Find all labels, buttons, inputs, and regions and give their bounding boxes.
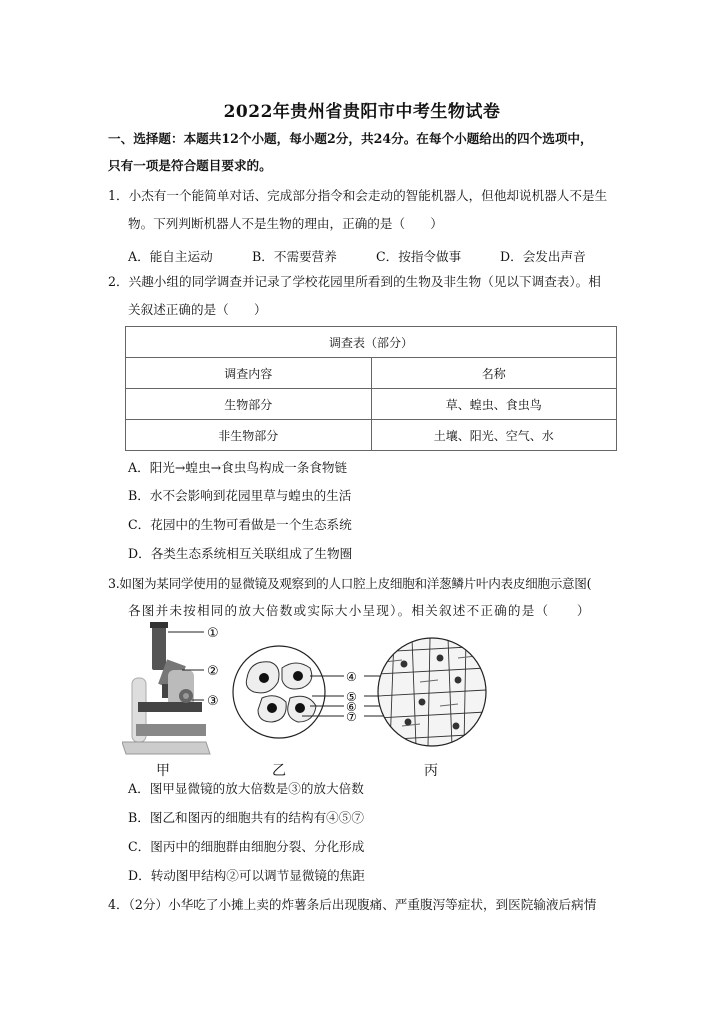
caption-bing: 丙 [424, 763, 438, 779]
q2-option-d: D．各类生态系统相互关联组成了生物圈 [128, 546, 353, 561]
q1-option-b: B．不需要营养 [252, 249, 337, 264]
table-header-row [126, 358, 617, 389]
q1-stem-line1: 1．小杰有一个能简单对话、完成部分指令和会走动的智能机器人，但他却说机器人不是生 [108, 188, 608, 203]
section-instructions-line1: 一、选择题：本题共12个小题，每小题2分，共24分。在每个小题给出的四个选项中， [108, 131, 593, 146]
table-row [126, 420, 617, 451]
q2-option-a: A．阳光→蝗虫→食虫鸟构成一条食物链 [128, 460, 348, 475]
microscope-illustration [122, 622, 210, 754]
table-row [126, 389, 617, 420]
q3-stem-line2: 各图并未按相同的放大倍数或实际大小呈现）。相关叙述不正确的是（ ） [128, 603, 591, 618]
label-7: ⑦ [346, 710, 357, 724]
q2-option-b: B．水不会影响到花园里草与蝗虫的生活 [128, 488, 352, 503]
cheek-cells-illustration [233, 646, 325, 738]
q4-stem-line1: 4．（2分）小华吃了小摊上卖的炸薯条后出现腹痛、严重腹泻等症状，到医院输液后病情 [108, 897, 597, 912]
q3-option-a: A．图甲显微镜的放大倍数是③的放大倍数 [128, 781, 364, 796]
q2-stem-line2: 关叙述正确的是（ ） [128, 302, 267, 317]
table-cell: 非生物部分 [126, 420, 372, 451]
table-cell: 草、蝗虫、食虫鸟 [371, 389, 617, 420]
label-2: ② [207, 664, 219, 679]
table-header-content: 调查内容 [126, 358, 372, 389]
page-title: 2022年贵州省贵阳市中考生物试卷 [223, 102, 501, 122]
table-caption: 调查表（部分） [126, 327, 617, 358]
section-instructions-line2: 只有一项是符合题目要求的。 [108, 158, 272, 173]
q1-option-a: A．能自主运动 [128, 249, 213, 264]
q1-stem-line2: 物。下列判断机器人不是生物的理由，正确的是（ ） [128, 216, 443, 231]
q1-option-d: D．会发出声音 [500, 249, 586, 264]
table-cell: 生物部分 [126, 389, 372, 420]
label-1: ① [207, 626, 219, 641]
label-5: ⑤ [346, 690, 357, 704]
q3-option-d: D．转动图甲结构②可以调节显微镜的焦距 [128, 868, 365, 883]
q3-option-c: C．图丙中的细胞群由细胞分裂、分化形成 [128, 839, 365, 854]
table-cell: 土壤、阳光、空气、水 [371, 420, 617, 451]
table-header-name: 名称 [371, 358, 617, 389]
onion-cells-illustration [378, 638, 486, 746]
survey-table [125, 326, 617, 451]
q3-option-b: B．图乙和图丙的细胞共有的结构有④⑤⑦ [128, 810, 364, 825]
q3-figure [122, 622, 492, 782]
q2-stem-line1: 2．兴趣小组的同学调查并记录了学校花园里所看到的生物及非生物（见以下调查表）。相 [108, 274, 601, 289]
label-4: ④ [346, 670, 357, 684]
label-3: ③ [207, 694, 219, 709]
q1-option-c: C．按指令做事 [376, 249, 462, 264]
caption-yi: 乙 [272, 763, 286, 779]
q3-figure-drawing [122, 622, 492, 782]
q2-option-c: C．花园中的生物可看做是一个生态系统 [128, 517, 352, 532]
label-6: ⑥ [346, 700, 357, 714]
q3-stem-line1: 3.如图为某同学使用的显微镜及观察到的人口腔上皮细胞和洋葱鳞片叶内表皮细胞示意图( [108, 576, 592, 591]
caption-jia: 甲 [156, 763, 170, 779]
table-caption-row [126, 327, 617, 358]
